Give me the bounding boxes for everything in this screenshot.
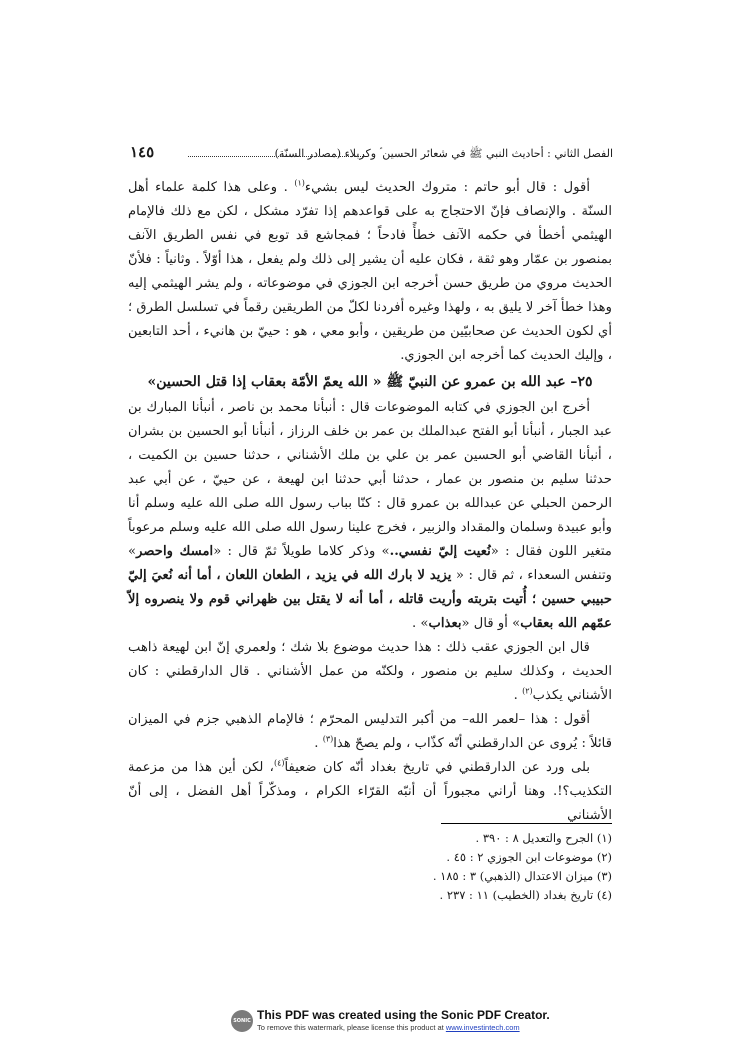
footnote-ref-1: (١) [294,178,305,188]
footnote-2: (٢) موضوعات ابن الجوزي ٢ : ٤٥ . [446,850,612,864]
sonic-pdf-logo-icon: SONIC PDF [231,1010,253,1032]
footnote-ref-4: (٤) [273,758,285,768]
watermark-line-2: To remove this watermark, please license this product at www.investintech.com [257,1023,520,1032]
footnotes [300,829,612,905]
page-number: ١٤٥ [130,143,155,161]
running-header [128,143,613,165]
paragraph-5: بلى ورد عن الدارقطني في تاريخ بغداد أنّه كان ضعيفاً$^{(٤)}$، لكن أين هذا من مزعمة التكذيب؟!. وهنا أراني مجبوراً أن أنبّه القرّاء الكرام ، ومذكّراً أهل الفضل ، إلى أنّ الأشناني [128,758,612,823]
watermark-link[interactable]: www.investintech.com [445,1023,520,1032]
footnote-ref-2: (٢) [522,686,533,696]
paragraph-1: أقول : قال أبو حاتم : متروك الحديث ليس بشيء$^{(١)}$ . وعلى هذا كلمة علماء أهل السنّة . والإنصاف فإنّ الاحتجاج به على قواعدهم إذا تفرّد مشكل ، لكن مع ذلك فالإمام الهيثمي أخطأ في حكمه الآنف خطأً فادحاً ؛ فمجاشع قد توبع في نفس الطريق الآنف بمنصور بن عمّار وهو ثقة ، فكان عليه أن يشير إلى ذلك ولم يفعل ، هذا أوّلاً . وثانياً : فلأنّ الحديث مروي من طريق حسن أخرجه ابن الجوزي في موضوعاته ، ولم يشر الهيثمي إليه وهذا خطأ آخر لا يليق به ، ولهذا وغيره أفردنا لكلّ من الطريقين رقماً في تسلسل الطرق ؛ أي لكون الحديث عن صحابيّين من طريقين ، وأبو معي ، هو : حييّ بن هانيء ، أحد التابعين ، وإليك الحديث كما أخرجه ابن الجوزي. [128,178,612,363]
main-text [128,176,612,828]
chapter-title: الفصل الثاني : أحاديث النبي ﷺ في شعائر الحسين ؑ وكربلاء (مصادر السنّة) [274,147,613,160]
section-heading: ٢٥– عبد الله بن عمرو عن النبيّ ﷺ « الله يعمّ الأمّة بعقاب إذا قتل الحسين» [147,374,593,390]
footnote-divider [441,823,612,824]
leader-dots [188,156,363,157]
watermark-line-1: This PDF was created using the Sonic PDF Creator. [257,1008,550,1022]
paragraph-2: أخرج ابن الجوزي في كتابه الموضوعات قال : أنبأنا محمد بن ناصر ، أنبأنا المبارك بن عبد الجبار ، أنبأنا أبو الفتح عبدالملك بن عمر بن خلف الرزاز ، أنبأنا أبو الحسين بن بشران ، أنبأنا القاضي أبو الحسين عمر بن علي بن ملك الأشناني ، حدثنا حسين بن الكميت ، حدثنا سليم بن منصور بن عمار ، حدثنا أبي حدثنا ابن لهيعة ، عن حييّ ، عن أبي عبد الرحمن الحبلي عن عبدالله بن عمرو قال : كنّا بباب رسول الله صلى الله عليه وسلم أنا وأبو عبيدة وسلمان والمقداد والزبير ، فخرج علينا رسول الله صلى الله عليه وسلم مرعوباً متغير اللون فقال : «نُعيت إليّ نفسي..» وذكر كلاما طويلاً ثمّ قال : «امسك واحصر» وتنفس السعداء ، ثم قال : « يزيد لا بارك الله في يزيد ، الطعان اللعان ، أما أنه نُعيَ إليّ حبيبي حسين ؛ أُتيت بتربته وأريت قاتله ، أما أنه لا يقتل بين ظهراني قوم ولا ينصروه إلاّ عمّهم الله بعقاب» أو قال «بعذاب» . [128,400,612,631]
paragraph-4: أقول : هذا –لعمر الله– من أكبر التدليس المحرّم ؛ فالإمام الذهبي جزم في الميزان قائلاً : يُروى عن الدارقطني أنّه كذّاب ، ولم يصحّ هذا$^{(٣)}$ . [128,712,612,751]
footnote-1: (١) الجرح والتعديل ٨ : ٣٩٠ . [475,831,612,845]
paragraph-3: قال ابن الجوزي عقب ذلك : هذا حديث موضوع بلا شك ؛ ولعمري إنّ ابن لهيعة ذاهب الحديث ، وكذلك سليم بن منصور ، ولكنّه من عمل الأشناني . قال الدارقطني : كان الأشناني يكذب$^{(٢)}$ . [128,640,612,703]
footnote-4: (٤) تاريخ بغداد (الخطيب) ١١ : ٢٣٧ . [439,888,612,902]
footnote-3: (٣) ميزان الاعتدال (الذهبي) ٣ : ١٨٥ . [432,869,612,883]
footnote-ref-3: (٣) [322,734,334,744]
watermark-banner [231,1008,550,1046]
